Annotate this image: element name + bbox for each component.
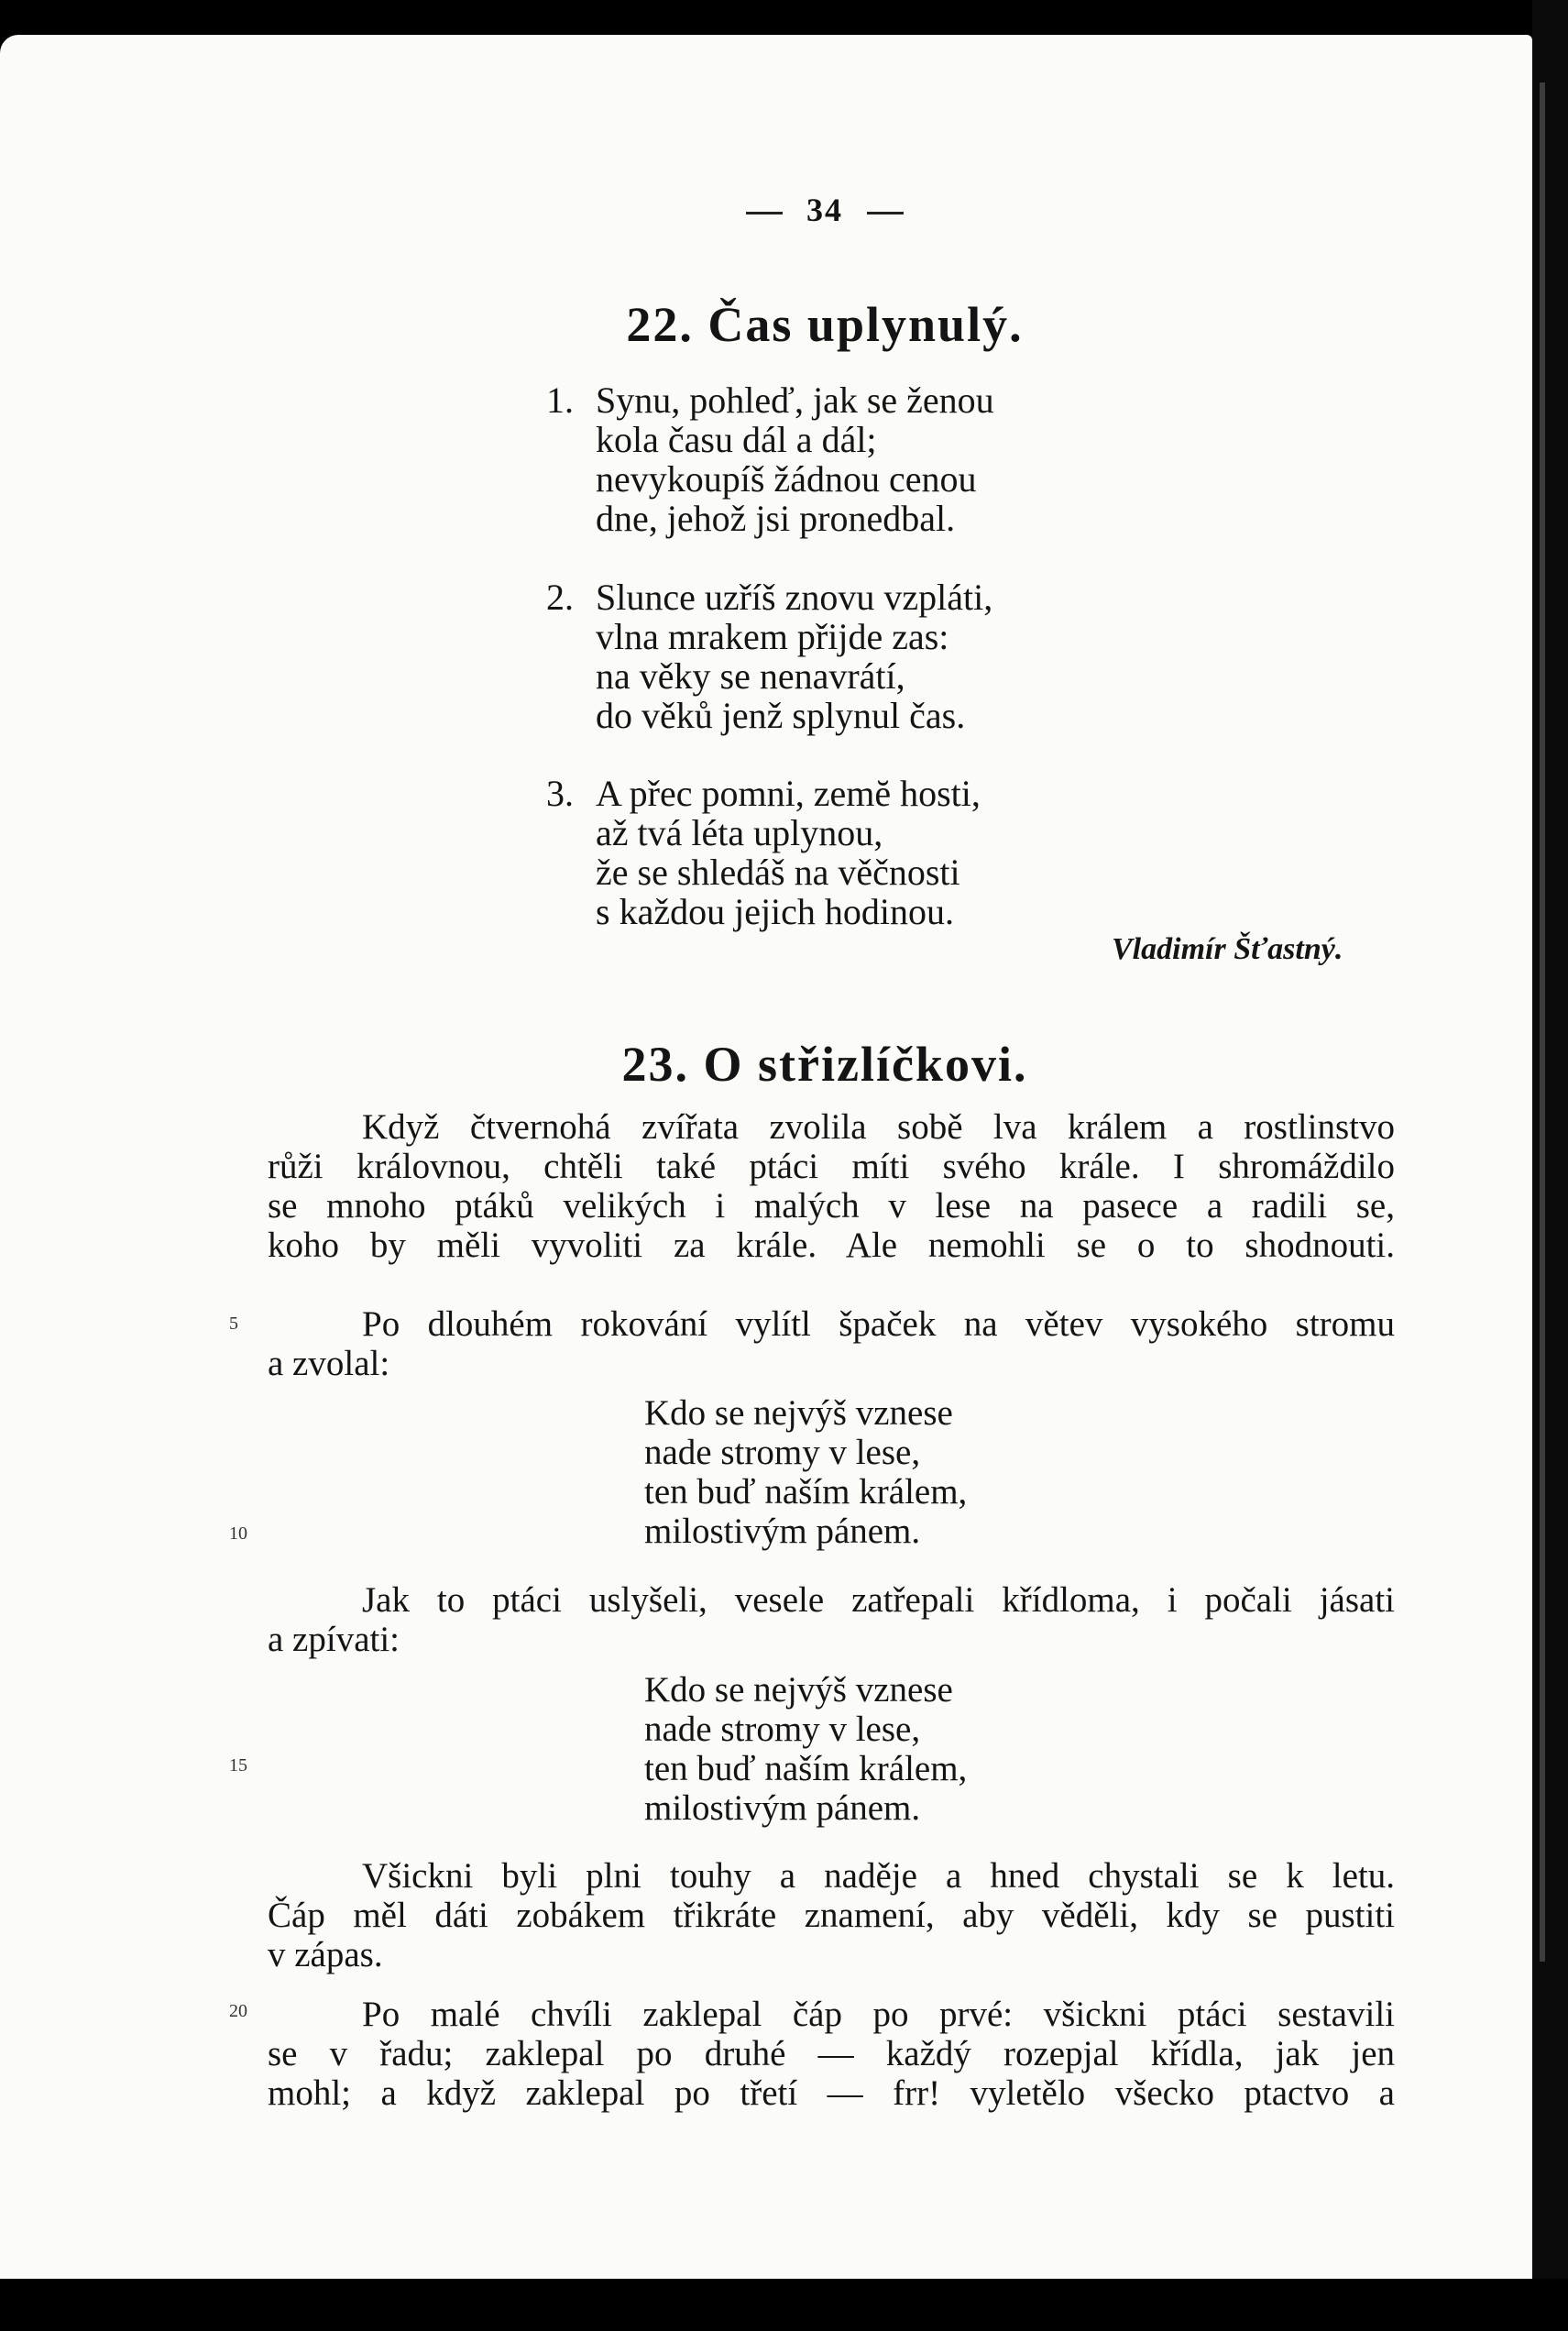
stanza-line: Slunce uzříš znovu vzpláti, <box>596 577 993 618</box>
book-page <box>0 35 1532 2279</box>
margin-line-number: 5 <box>229 1314 238 1334</box>
story-heading: 23. O střizlíčkovi. <box>621 1037 1028 1092</box>
story-paragraph-2 <box>268 1304 1395 1383</box>
text-line: v zápas. <box>268 1935 383 1974</box>
stanza-line: že se shledáš na věčnosti <box>596 852 960 893</box>
text-line: a zpívati: <box>268 1620 400 1659</box>
story-verse-2 <box>644 1670 967 1828</box>
stanza-line: do věků jenž splynul čas. <box>596 695 966 736</box>
story-paragraph-1 <box>268 1107 1395 1265</box>
poem-heading: 22. Čas uplynulý. <box>626 297 1024 352</box>
stanza-line: A přec pomni, zemĕ hosti, <box>596 773 981 814</box>
page-number <box>0 191 1568 229</box>
stanza-number: 2. <box>546 577 574 618</box>
verse-line: nade stromy v lese, <box>644 1433 921 1472</box>
stanza-line: dne, jehož jsi pronedbal. <box>596 498 956 539</box>
text-line: Jak to ptáci uslyšeli, vesele zatřepali křídloma, i počali jásati <box>362 1580 1395 1620</box>
stanza-line: vlna mrakem přijde zas: <box>596 616 949 657</box>
text-line: Po dlouhém rokování vylítl špaček na větev vysokého stromu <box>362 1304 1395 1344</box>
text-line: a zvolal: <box>268 1344 390 1383</box>
stanza-number: 1. <box>546 379 574 421</box>
text-line: Po malé chvíli zaklepal čáp po prvé: všickni ptáci sestavili <box>362 1995 1395 2034</box>
binding-shadow <box>1540 82 1545 1962</box>
verse-line: Kdo se nejvýš vznese <box>644 1393 953 1433</box>
verse-line: ten buď naším králem, <box>644 1472 968 1512</box>
text-line: Čáp měl dáti zobákem třikráte znamení, aby věděli, kdy se pustiti <box>268 1896 1395 1935</box>
stanza-line: Synu, pohleď, jak se ženou <box>596 379 994 421</box>
story-paragraph-5 <box>268 1995 1395 2113</box>
stanza-number: 3. <box>546 773 574 814</box>
stanza-line: nevykoupíš žádnou cenou <box>596 458 977 500</box>
stanza-line: s každou jejich hodinou. <box>596 891 955 932</box>
poem-author: Vladimír Šťastný. <box>1112 932 1343 966</box>
scan-bottom-border <box>0 2279 1568 2331</box>
stanza-line: kola času dál a dál; <box>596 419 877 460</box>
story-paragraph-3 <box>268 1580 1395 1659</box>
text-line: růži královnou, chtěli také ptáci míti svého krále. I shromáždilo <box>268 1147 1395 1186</box>
stanza-line: až tvá léta uplynou, <box>596 812 883 853</box>
text-line: se v řadu; zaklepal po druhé — každý rozepjal křídla, jak jen <box>268 2034 1395 2073</box>
verse-line: milostivým pánem. <box>644 1512 921 1551</box>
text-line: se mnoho ptáků velikých i malých v lese na pasece a radili se, <box>268 1186 1395 1226</box>
verse-line: milostivým pánem. <box>644 1788 921 1828</box>
text-line: Všickni byli plni touhy a naděje a hned chystali se k letu. <box>362 1856 1395 1896</box>
page-number-value: 34 <box>806 192 843 228</box>
text-line: mohl; a když zaklepal po třetí — frr! vyletělo všecko ptactvo a <box>268 2073 1395 2113</box>
margin-line-number: 15 <box>229 1755 247 1776</box>
stanza-line: na věky se nenavrátí, <box>596 655 905 697</box>
page-number-dash-right <box>867 212 904 214</box>
story-paragraph-4 <box>268 1856 1395 1974</box>
margin-line-number: 10 <box>229 1523 247 1544</box>
verse-line: Kdo se nejvýš vznese <box>644 1670 953 1710</box>
verse-line: nade stromy v lese, <box>644 1710 921 1749</box>
verse-line: ten buď naším králem, <box>644 1749 968 1788</box>
story-verse-1 <box>644 1393 967 1551</box>
text-line: koho by měli vyvoliti za krále. Ale nemohli se o to shodnouti. <box>268 1226 1395 1265</box>
text-line: Když čtvernohá zvířata zvolila sobě lva králem a rostlinstvo <box>362 1107 1395 1147</box>
margin-line-number: 20 <box>229 2001 247 2021</box>
page-number-dash-left <box>746 212 783 214</box>
